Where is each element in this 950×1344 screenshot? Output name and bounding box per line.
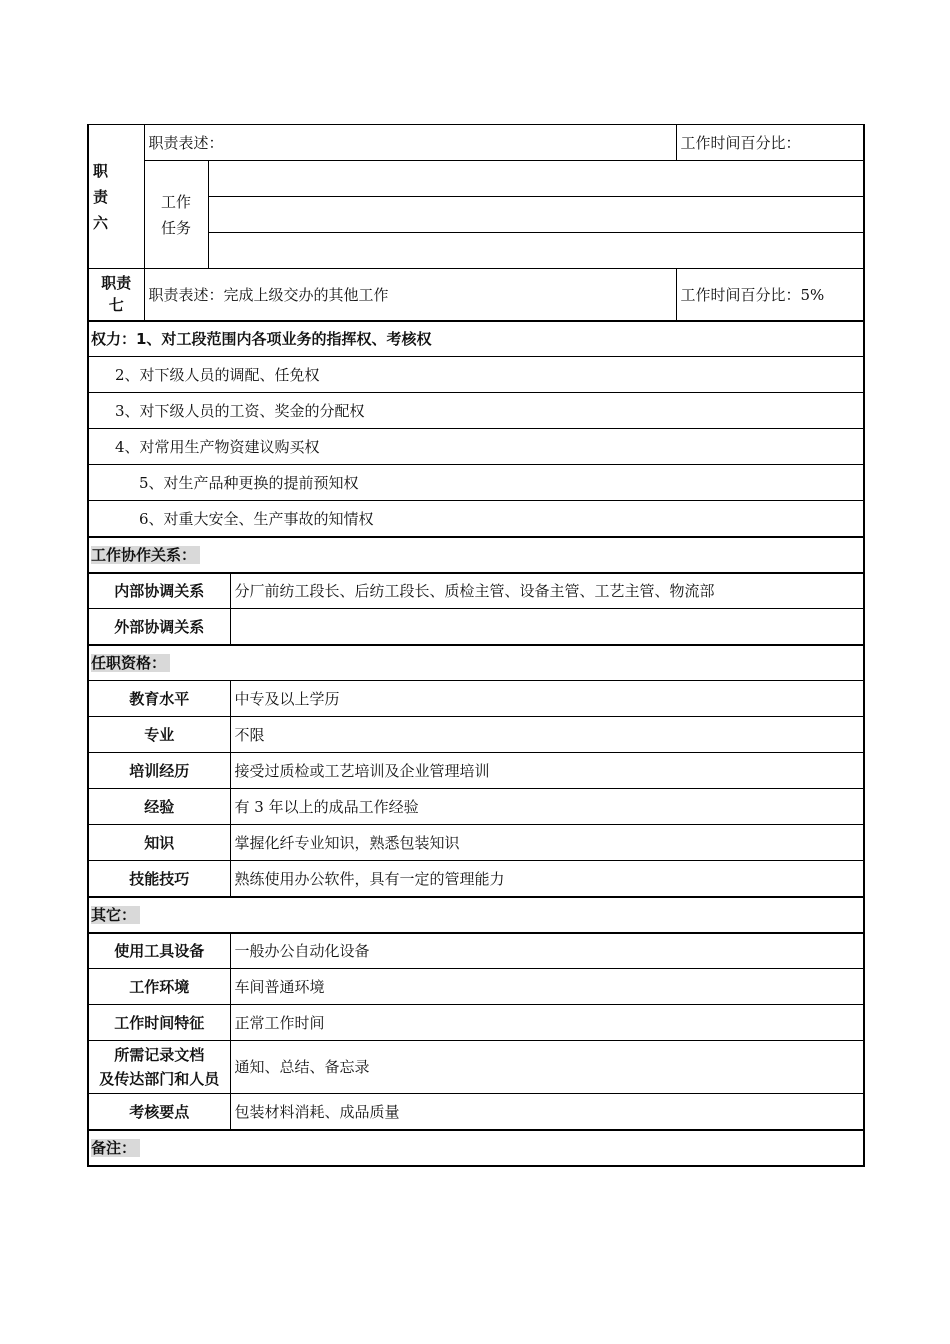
duty6-task-line-1 bbox=[208, 161, 864, 197]
authority-item: 3、对下级人员的工资、奖金的分配权 bbox=[88, 392, 864, 428]
coop-label: 内部协调关系 bbox=[88, 573, 230, 609]
qual-value: 接受过质检或工艺培训及企业管理培训 bbox=[230, 752, 864, 788]
qual-label: 经验 bbox=[88, 788, 230, 824]
duty7-description: 职责表述：完成上级交办的其他工作 bbox=[144, 269, 676, 321]
duty7-label: 职责 七 bbox=[88, 269, 144, 321]
other-label: 工作环境 bbox=[88, 968, 230, 1004]
duty7-time-percentage: 工作时间百分比：5% bbox=[676, 269, 864, 321]
cooperation-heading-text: 工作协作关系： bbox=[91, 546, 200, 564]
qual-label: 专业 bbox=[88, 716, 230, 752]
duty6-task-line-2 bbox=[208, 197, 864, 233]
coop-label: 外部协调关系 bbox=[88, 608, 230, 645]
qual-value: 熟练使用办公软件，具有一定的管理能力 bbox=[230, 860, 864, 897]
qual-label: 培训经历 bbox=[88, 752, 230, 788]
qual-label: 教育水平 bbox=[88, 680, 230, 716]
authority-item: 6、对重大安全、生产事故的知情权 bbox=[88, 500, 864, 537]
qual-label: 知识 bbox=[88, 824, 230, 860]
other-heading bbox=[88, 897, 864, 933]
other-label: 工作时间特征 bbox=[88, 1004, 230, 1040]
qual-value: 不限 bbox=[230, 716, 864, 752]
duty6-label: 职 责 六 bbox=[88, 125, 144, 269]
qual-value: 有 3 年以上的成品工作经验 bbox=[230, 788, 864, 824]
other-value: 一般办公自动化设备 bbox=[230, 933, 864, 969]
qual-label: 技能技巧 bbox=[88, 860, 230, 897]
other-value: 包装材料消耗、成品质量 bbox=[230, 1093, 864, 1130]
duty6-task-line-3 bbox=[208, 233, 864, 269]
cooperation-heading bbox=[88, 537, 864, 573]
authority-item: 5、对生产品种更换的提前预知权 bbox=[88, 464, 864, 500]
remarks-heading bbox=[88, 1130, 864, 1166]
remarks-heading-text: 备注： bbox=[91, 1139, 140, 1157]
coop-value: 分厂前纺工段长、后纺工段长、质检主管、设备主管、工艺主管、物流部 bbox=[230, 573, 864, 609]
job-description-table bbox=[87, 124, 865, 1167]
coop-value bbox=[230, 608, 864, 645]
duty6-description-label: 职责表述： bbox=[144, 125, 676, 161]
job-description-document bbox=[87, 124, 863, 1167]
other-value: 正常工作时间 bbox=[230, 1004, 864, 1040]
qual-value: 中专及以上学历 bbox=[230, 680, 864, 716]
qualification-heading-text: 任职资格： bbox=[91, 654, 170, 672]
authority-item: 4、对常用生产物资建议购买权 bbox=[88, 428, 864, 464]
duty6-task-label: 工作 任务 bbox=[144, 161, 208, 269]
other-heading-text: 其它： bbox=[91, 906, 140, 924]
other-value: 车间普通环境 bbox=[230, 968, 864, 1004]
other-label: 使用工具设备 bbox=[88, 933, 230, 969]
other-label: 所需记录文档 及传达部门和人员 bbox=[88, 1040, 230, 1093]
qualification-heading bbox=[88, 645, 864, 681]
authority-item: 2、对下级人员的调配、任免权 bbox=[88, 356, 864, 392]
other-label: 考核要点 bbox=[88, 1093, 230, 1130]
qual-value: 掌握化纤专业知识，熟悉包装知识 bbox=[230, 824, 864, 860]
other-value: 通知、总结、备忘录 bbox=[230, 1040, 864, 1093]
duty6-time-percentage-label: 工作时间百分比： bbox=[676, 125, 864, 161]
authority-heading: 权力：1、对工段范围内各项业务的指挥权、考核权 bbox=[88, 321, 864, 357]
